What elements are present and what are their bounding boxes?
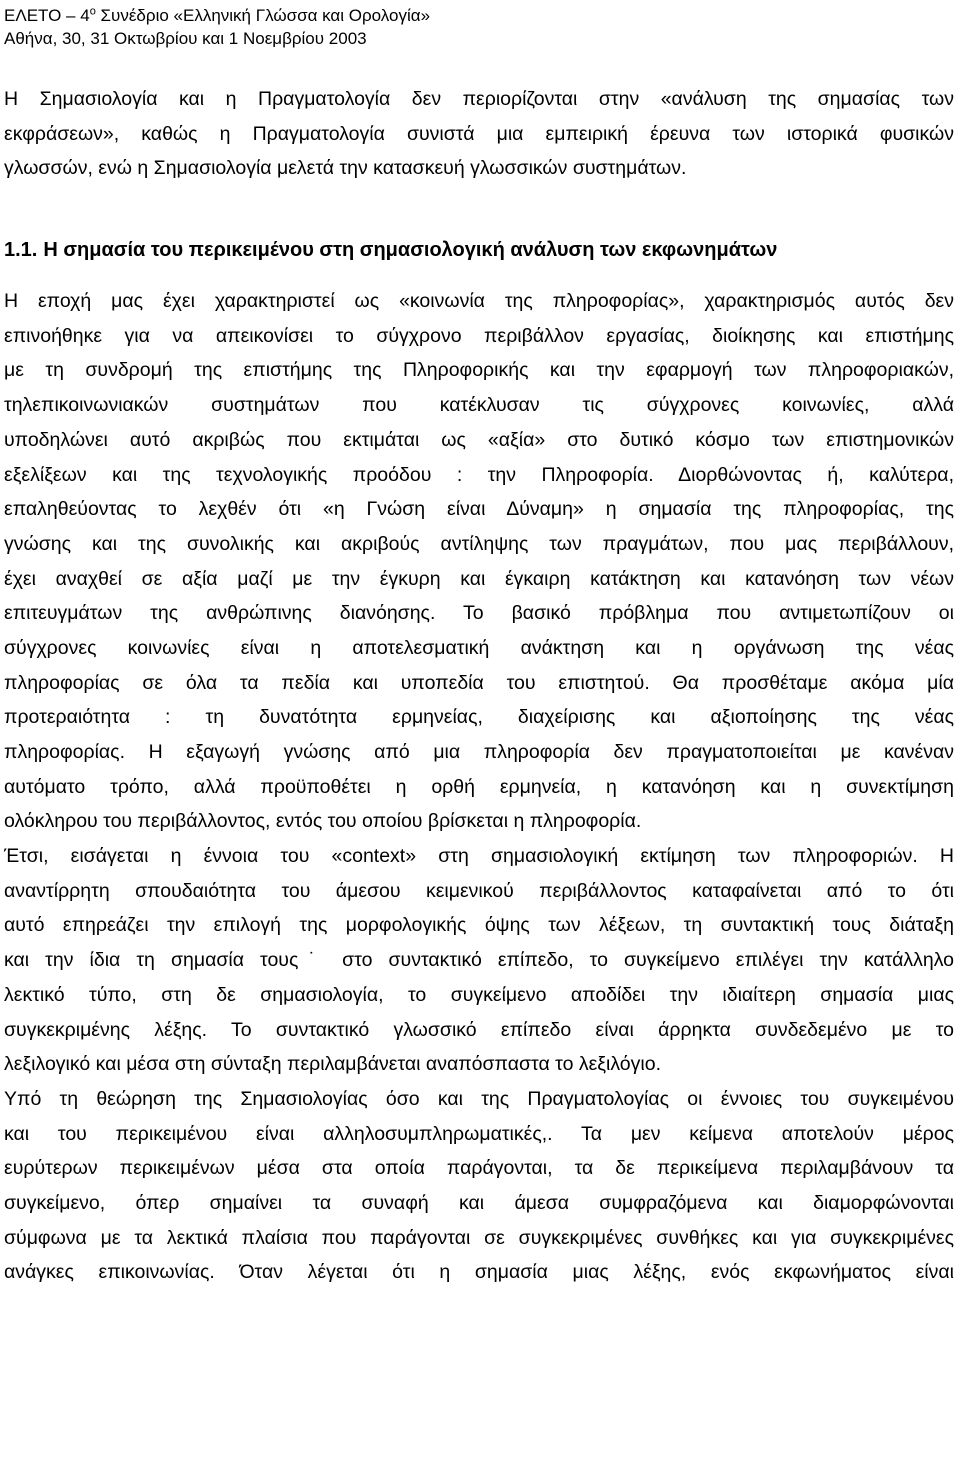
text-line: υποδηλώνει αυτό ακριβώς που εκτιμάται ως «αξία» στο δυτικό κόσμο των επιστημονικών — [4, 428, 954, 451]
paragraph-2 — [4, 839, 954, 1082]
text-line: Έτσι, εισάγεται η έννοια του «context» στη σημασιολογική εκτίμηση των πληροφοριών. Η — [4, 845, 954, 868]
header-title-prefix: ΕΛΕΤΟ – 4 — [4, 6, 90, 25]
intro-paragraph — [4, 82, 954, 186]
text-line: επινοήθηκε για να απεικονίσει το σύγχρονο περιβάλλον εργασίας, διοίκησης και επιστήμης — [4, 324, 954, 347]
text-line: λεξιλογικό και μέσα στη σύνταξη περιλαμβάνεται αναπόσπαστα το λεξιλόγιο. — [4, 1053, 661, 1076]
text-line: Η εποχή μας έχει χαρακτηριστεί ως «κοινωνία της πληροφορίας», χαρακτηρισμός αυτός δεν — [4, 290, 954, 313]
text-line: σύγχρονες κοινωνίες είναι η αποτελεσματική ανάκτηση και η οργάνωση της νέας — [4, 636, 954, 659]
header-ordinal-superscript: ο — [89, 5, 96, 18]
text-line: ευρύτερων περικειμένων μέσα στα οποία παράγονται, τα δε περικείμενα περιλαμβάνουν τα — [4, 1157, 954, 1180]
text-line: ανάγκες επικοινωνίας. Όταν λέγεται ότι η σημασία μιας λέξης, ενός εκφωνήματος είναι — [4, 1261, 954, 1284]
text-line: λεκτικό τύπο, στη δε σημασιολογία, το συγκείμενο αποδίδει την ιδιαίτερη σημασία μιας — [4, 983, 954, 1006]
text-line: σύμφωνα με τα λεκτικά πλαίσια που παράγονται σε συγκεκριμένες συνθήκες και για συγκεκριμένες — [4, 1226, 954, 1249]
text-line: προτεραιότητα : τη δυνατότητα ερμηνείας, διαχείρισης και αξιοποίησης της νέας — [4, 706, 954, 729]
header-title-suffix: Συνέδριο «Ελληνική Γλώσσα και Ορολογία» — [95, 6, 431, 25]
text-line: συγκεκριμένης λέξης. Το συντακτικό γλωσσικό επίπεδο είναι άρρηκτα συνδεδεμένο με το — [4, 1018, 954, 1041]
text-line: γλωσσών, ενώ η Σημασιολογία μελετά την κατασκευή γλωσσικών συστημάτων. — [4, 157, 687, 180]
text-line: Υπό τη θεώρηση της Σημασιολογίας όσο και της Πραγματολογίας οι έννοιες του συγκειμένου — [4, 1087, 954, 1110]
conference-header — [4, 4, 430, 50]
text-line: συγκείμενο, όπερ σημαίνει τα συναφή και άμεσα συμφραζόμενα και διαμορφώνονται — [4, 1191, 954, 1214]
document-body — [4, 82, 954, 1290]
text-line: εξελίξεων και της τεχνολογικής προόδου : την Πληροφορία. Διορθώνοντας ή, καλύτερα, — [4, 463, 954, 486]
text-line: γνώσης και της συνολικής και ακριβούς αντίληψης των πραγμάτων, που μας περιβάλλουν, — [4, 532, 954, 555]
section-number: 1.1. — [4, 239, 38, 262]
text-line: και του περικειμένου είναι αλληλοσυμπληρωματικές,. Τα μεν κείμενα αποτελούν μέρος — [4, 1122, 954, 1145]
text-line: τηλεπικοινωνιακών συστημάτων που κατέκλυσαν τις σύγχρονες κοινωνίες, αλλά — [4, 394, 954, 417]
section-heading — [4, 233, 954, 267]
text-line: αυτό επηρεάζει την επιλογή της μορφολογικής όψης των λέξεων, τη συντακτική τους διάταξη — [4, 914, 954, 937]
header-line-2: Αθήνα, 30, 31 Οκτωβρίου και 1 Νοεμβρίου 2003 — [4, 29, 367, 48]
text-line: Η Σημασιολογία και η Πραγματολογία δεν περιορίζονται στην «ανάλυση της σημασίας των — [4, 88, 954, 110]
paragraph-1 — [4, 284, 954, 839]
text-line: αυτόματο τρόπο, αλλά προϋποθέτει η ορθή ερμηνεία, η κατανόηση και η συνεκτίμηση — [4, 775, 954, 798]
header-line-1 — [4, 4, 430, 27]
text-line: πληροφορίας σε όλα τα πεδία και υποπεδία του επιστητού. Θα προσθέταμε ακόμα μία — [4, 671, 954, 694]
text-line: επιτευγμάτων της ανθρώπινης διανόησης. Το βασικό πρόβλημα που αντιμετωπίζουν οι — [4, 602, 954, 625]
section-title: Η σημασία του περικειμένου στη σημασιολογική ανάλυση των εκφωνημάτων — [43, 239, 778, 262]
text-line: εκφράσεων», καθώς η Πραγματολογία συνιστά μια εμπειρική έρευνα των ιστορικά φυσικών — [4, 122, 954, 145]
paragraph-3 — [4, 1082, 954, 1290]
text-line: επαληθεύοντας το λεχθέν ότι «η Γνώση είναι Δύναμη» η σημασία της πληροφορίας, της — [4, 498, 954, 521]
text-line: πληροφορίας. Η εξαγωγή γνώσης από μια πληροφορία δεν πραγματοποιείται με κανέναν — [4, 741, 954, 763]
text-line: αναντίρρητη σπουδαιότητα του άμεσου κειμενικού περιβάλλοντος καταφαίνεται από το ότι — [4, 879, 954, 902]
text-line: ολόκληρου του περιβάλλοντος, εντός του οποίου βρίσκεται η πληροφορία. — [4, 810, 642, 833]
text-line: με τη συνδρομή της επιστήμης της Πληροφορικής και την εφαρμογή των πληροφοριακών, — [4, 359, 954, 382]
text-line: έχει αναχθεί σε αξία μαζί με την έγκυρη και έγκαιρη κατάκτηση και κατανόηση των νέων — [4, 567, 954, 590]
text-line: και την ίδια τη σημασία τους˙ στο συντακτικό επίπεδο, το συγκείμενο επιλέγει την κατάλληλο — [4, 949, 954, 972]
